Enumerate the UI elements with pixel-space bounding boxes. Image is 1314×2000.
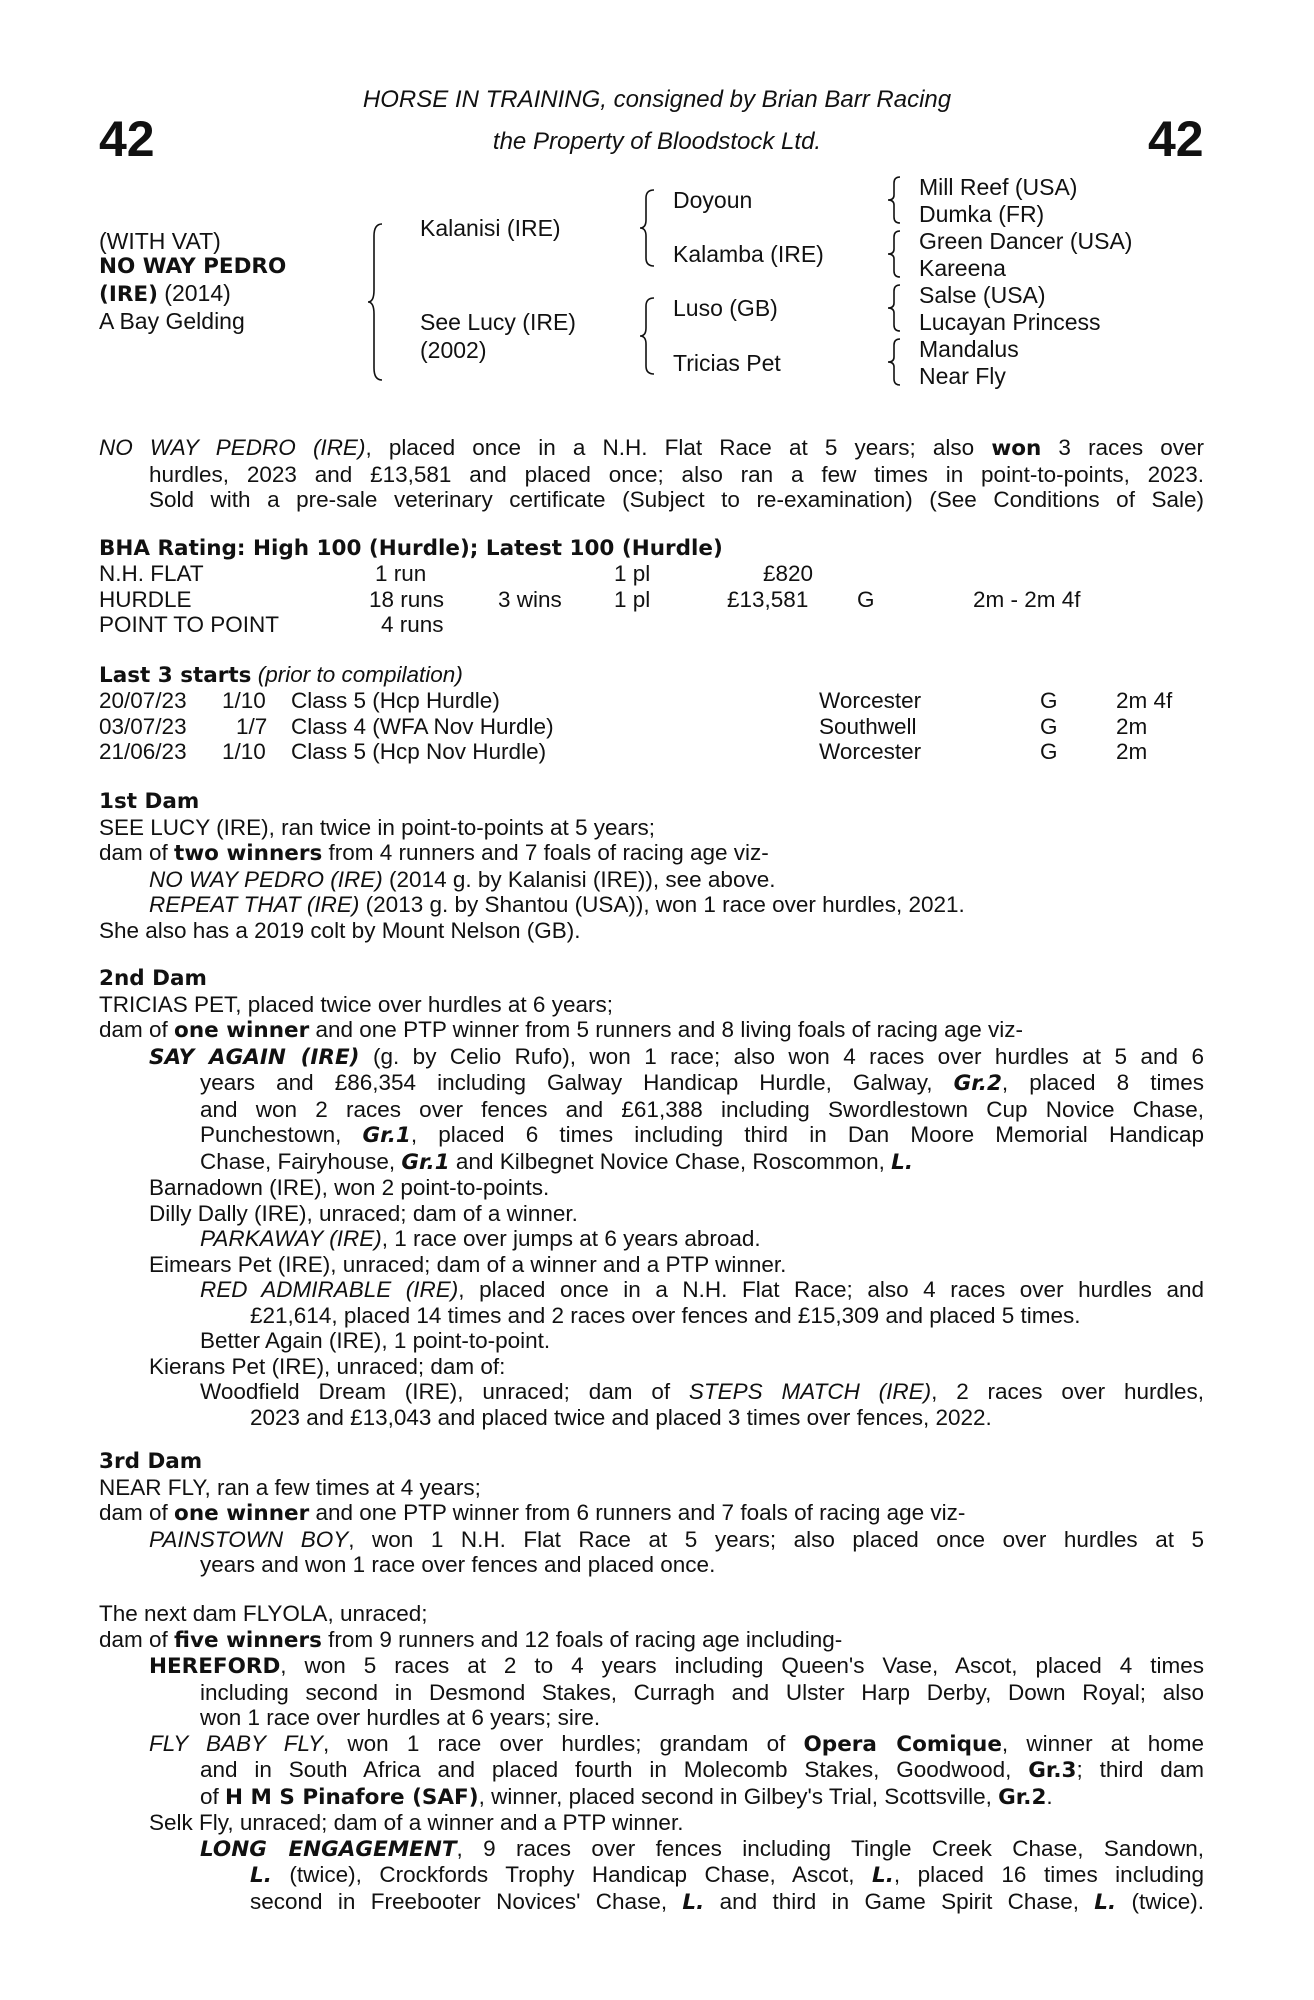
start-course: Worcester (819, 739, 922, 764)
hereford-line: won 1 race over hurdles at 6 years; sire. (200, 1705, 601, 1730)
start-position: 1/10 (222, 739, 266, 764)
second-dam-grandprogeny (99, 1226, 1204, 1252)
text: dam of (99, 1626, 175, 1652)
text: Woodfield Dream (IRE), unraced; dam of (200, 1379, 689, 1404)
first-dam-line: SEE LUCY (IRE), ran twice in point-to-points at 5 years; (99, 814, 656, 840)
listed: L. (682, 1889, 705, 1915)
say-again-line (99, 1122, 1204, 1149)
text: , won 1 N.H. Flat Race at 5 years; also placed once over hurdles at 5 (348, 1526, 1204, 1552)
rating-row (0, 612, 1314, 638)
pedigree-ss: Doyoun (673, 187, 753, 213)
rating-type: POINT TO POINT (99, 612, 280, 637)
second-dam-grandprogeny: Better Again (IRE), 1 point-to-point. (200, 1328, 551, 1353)
last3-row (0, 688, 1314, 714)
last3-row (0, 714, 1314, 740)
pedigree-sd: Kalamba (IRE) (673, 241, 824, 267)
pedigree-sss: Mill Reef (USA) (919, 174, 1078, 200)
progeny-name: LONG ENGAGEMENT (200, 1836, 457, 1862)
summary-line-1 (99, 435, 1204, 462)
start-distance: 2m (1116, 713, 1148, 739)
winners-count: two winners (174, 841, 323, 866)
horse-summary (99, 435, 1204, 513)
rating-placed: 1 pl (614, 561, 651, 586)
text: and Kilbegnet Novice Chase, Roscommon, (449, 1148, 892, 1174)
long-engagement-line (99, 1889, 1204, 1916)
last3-row (0, 739, 1314, 765)
pedigree-brace-sd (888, 229, 904, 279)
hereford-line (99, 1653, 1204, 1680)
progeny-name: H M S Pinafore (SAF) (225, 1784, 479, 1810)
text: Chase, Fairyhouse, (200, 1148, 402, 1174)
last3-heading: Last 3 starts (99, 663, 252, 688)
hereford-line: including second in Desmond Stakes, Curragh and Ulster Harp Derby, Down Royal; also (200, 1679, 1204, 1705)
second-dam-line (99, 1017, 1204, 1044)
pedigree-brace-main (368, 222, 388, 382)
long-engagement-line (99, 1836, 1204, 1863)
text: (g. by Celio Rufo), won 1 race; also won 4 races over hurdles at 5 and 6 (359, 1043, 1204, 1069)
second-dam-section (99, 966, 1204, 1430)
rating-prize: £820 (763, 561, 814, 586)
text: of (200, 1783, 226, 1809)
second-dam-grandprogeny: £21,614, placed 14 times and 2 races over fences and £15,309 and placed 5 times. (250, 1302, 1081, 1328)
text: , placed 8 times (1001, 1070, 1204, 1095)
second-dam-line: TRICIAS PET, placed twice over hurdles at 6 years; (99, 991, 613, 1017)
next-dam-line: The next dam FLYOLA, unraced; (99, 1601, 428, 1626)
text: , 9 races over fences including Tingle Creek Chase, Sandown, (456, 1835, 1204, 1861)
text: , 1 race over jumps at 6 years abroad. (381, 1226, 761, 1251)
horse-foaled: (2014) (157, 280, 231, 306)
text: (twice), Crockfords Trophy Handicap Chase, Ascot, (271, 1862, 873, 1887)
start-date: 21/06/23 (99, 739, 187, 764)
rating-distance: 2m - 2m 4f (973, 586, 1081, 612)
rating-prize: £13,581 (727, 586, 809, 612)
summary-horse-name: NO WAY PEDRO (IRE) (99, 435, 366, 460)
second-dam-progeny: Barnadown (IRE), won 2 point-to-points. (149, 1175, 550, 1200)
progeny-name: HEREFORD (149, 1654, 281, 1679)
rating-wins: 3 wins (498, 586, 562, 612)
horse-identity (99, 228, 286, 334)
next-dam-section (99, 1601, 1204, 1915)
say-again-line (99, 1044, 1204, 1071)
rating-going: G (857, 586, 875, 612)
horse-origin (99, 280, 286, 308)
text: , won 1 race over hurdles; grandam of (322, 1730, 804, 1756)
text: dam of (99, 1017, 175, 1042)
winners-count: one winner (174, 1501, 310, 1526)
summary-line-2: hurdles, 2023 and £13,581 and placed once; also ran a few times in point-to-points, 2023. (149, 461, 1204, 487)
grade: Gr.3 (1028, 1758, 1077, 1783)
rating-type: HURDLE (99, 586, 192, 612)
last3-title (99, 662, 463, 688)
second-dam-grandprogeny (99, 1379, 1204, 1405)
start-position: 1/7 (236, 713, 268, 739)
pedigree-dam: See Lucy (IRE) (420, 309, 576, 335)
text: (2013 g. by Shantou (USA)), won 1 race over hurdles, 2021. (359, 892, 965, 917)
progeny-name: STEPS MATCH (IRE) (688, 1379, 932, 1404)
lot-number-right: 42 (1148, 111, 1204, 167)
text: (2014 g. by Kalanisi (IRE)), see above. (382, 866, 776, 892)
start-distance: 2m 4f (1116, 688, 1173, 713)
start-race: Class 4 (WFA Nov Hurdle) (291, 713, 554, 739)
vat-label: (WITH VAT) (99, 228, 221, 254)
summary-text: 3 races over (1041, 435, 1204, 460)
horse-description: A Bay Gelding (99, 308, 245, 334)
text: , 2 races over hurdles, (931, 1379, 1205, 1404)
start-date: 20/07/23 (99, 688, 187, 713)
text: (twice). (1116, 1888, 1205, 1914)
grade: Gr.2 (953, 1071, 1002, 1096)
say-again-line (99, 1070, 1204, 1097)
first-dam-progeny (99, 867, 1204, 893)
first-dam-section (99, 789, 1204, 943)
progeny-name: PARKAWAY (IRE) (200, 1226, 382, 1251)
grade: Gr.1 (362, 1123, 411, 1148)
text: dam of (99, 1500, 175, 1525)
consignor-line: HORSE IN TRAINING, consigned by Brian Barr Racing (362, 86, 952, 113)
pedigree-sdd: Kareena (919, 255, 1006, 281)
start-race: Class 5 (Hcp Nov Hurdle) (291, 739, 547, 764)
pedigree-brace-dam (640, 296, 660, 376)
third-dam-section (99, 1449, 1204, 1578)
summary-won: won (991, 436, 1042, 461)
last3-subtitle: (prior to compilation) (251, 662, 463, 687)
second-dam-grandprogeny (99, 1277, 1204, 1303)
third-dam-progeny (99, 1527, 1204, 1553)
rating-row (0, 587, 1314, 613)
start-course: Southwell (819, 713, 917, 739)
pedigree-brace-dd (888, 337, 904, 387)
rating-placed: 1 pl (614, 586, 651, 612)
start-distance: 2m (1116, 739, 1148, 764)
text: ; third dam (1076, 1757, 1204, 1782)
listed: L. (872, 1863, 894, 1888)
pedigree-dd: Tricias Pet (673, 350, 781, 376)
last3-table (0, 688, 1314, 768)
selk-fly-line: Selk Fly, unraced; dam of a winner and a PTP winner. (149, 1810, 684, 1835)
say-again-line: and won 2 races over fences and £61,388 including Swordlestown Cup Novice Chase, (200, 1096, 1204, 1122)
bha-rating-title: BHA Rating: High 100 (Hurdle); Latest 100 (Hurdle) (99, 536, 723, 561)
first-dam-heading: 1st Dam (99, 789, 200, 814)
pedigree-ssd: Dumka (FR) (919, 201, 1045, 227)
text: and one PTP winner from 5 runners and 8 living foals of racing age viz- (309, 1017, 1023, 1042)
second-dam-grandprogeny: 2023 and £13,043 and placed twice and placed 3 times over fences, 2022. (250, 1404, 992, 1430)
start-going: G (1040, 739, 1058, 764)
second-dam-progeny: Kierans Pet (IRE), unraced; dam of: (149, 1353, 506, 1379)
start-date: 03/07/23 (99, 713, 187, 739)
third-dam-line: NEAR FLY, ran a few times at 4 years; (99, 1474, 481, 1500)
start-position: 1/10 (222, 688, 266, 713)
rating-type: N.H. FLAT (99, 561, 204, 586)
pedigree-sire: Kalanisi (IRE) (420, 215, 561, 241)
start-going: G (1040, 688, 1058, 713)
first-dam-line: She also has a 2019 colt by Mount Nelson (GB). (99, 917, 581, 943)
pedigree-dss: Salse (USA) (919, 282, 1046, 308)
second-dam-heading: 2nd Dam (99, 966, 207, 991)
property-line: the Property of Bloodstock Ltd. (492, 128, 822, 155)
text: , placed 16 times including (893, 1862, 1205, 1887)
say-again-name: SAY AGAIN (IRE) (149, 1044, 360, 1070)
text: , placed once in a N.H. Flat Race; also 4 races over hurdles and (458, 1277, 1204, 1302)
listed: L. (891, 1149, 914, 1175)
text: , winner at home (1001, 1730, 1204, 1756)
lot-number-left: 42 (99, 111, 155, 167)
text: , winner, placed second in Gilbey's Trial, Scottsville, (478, 1783, 999, 1809)
text: dam of (99, 840, 175, 865)
text: second in Freebooter Novices' Chase, (250, 1888, 683, 1914)
pedigree-brace-sire (640, 188, 660, 268)
rating-runs: 18 runs (369, 586, 445, 612)
listed: L. (1094, 1889, 1117, 1915)
fly-baby-fly-line (99, 1784, 1204, 1811)
fly-baby-fly-line (99, 1757, 1204, 1784)
third-dam-progeny: years and won 1 race over fences and placed once. (200, 1552, 716, 1577)
third-dam-heading: 3rd Dam (99, 1449, 203, 1474)
progeny-name: PAINSTOWN BOY (149, 1526, 349, 1552)
summary-line-3: Sold with a pre-sale veterinary certificate (Subject to re-examination) (See Conditions of Sale) (149, 487, 1204, 512)
text: from 4 runners and 7 foals of racing age viz- (322, 840, 769, 865)
progeny-name: Opera Comique (803, 1731, 1002, 1757)
say-again-line (99, 1149, 1204, 1176)
progeny-name: FLY BABY FLY (149, 1730, 323, 1756)
listed: L. (250, 1863, 272, 1888)
pedigree-dam-year: (2002) (420, 337, 487, 363)
progeny-name: REPEAT THAT (IRE) (149, 892, 360, 917)
summary-text: , placed once in a N.H. Flat Race at 5 years; also (365, 435, 992, 460)
pedigree-dds: Mandalus (919, 336, 1019, 362)
first-dam-line (99, 840, 1204, 867)
rating-runs: 4 runs (381, 612, 444, 637)
start-course: Worcester (819, 688, 922, 713)
pedigree-brace-ds (888, 283, 904, 333)
rating-row (0, 561, 1314, 587)
fly-baby-fly-line (99, 1731, 1204, 1758)
pedigree-ddd: Near Fly (919, 363, 1006, 389)
grade: Gr.1 (401, 1149, 450, 1175)
text: and third in Game Spirit Chase, (704, 1888, 1095, 1914)
text: years and £86,354 including Galway Handicap Hurdle, Galway, (200, 1070, 954, 1095)
next-dam-line (99, 1627, 1204, 1654)
first-dam-progeny (99, 892, 1204, 918)
rating-table (0, 561, 1314, 641)
progeny-name: RED ADMIRABLE (IRE) (200, 1277, 459, 1302)
pedigree-brace-ss (888, 175, 904, 225)
second-dam-progeny: Dilly Dally (IRE), unraced; dam of a winner. (149, 1200, 578, 1226)
text: . (1046, 1783, 1053, 1809)
text: , won 5 races at 2 to 4 years including Queen's Vase, Ascot, placed 4 times (280, 1653, 1204, 1678)
third-dam-line (99, 1500, 1204, 1527)
grade: Gr.2 (998, 1784, 1047, 1810)
text: and one PTP winner from 6 runners and 7 foals of racing age viz- (309, 1500, 966, 1525)
start-going: G (1040, 713, 1058, 739)
pedigree-ds: Luso (GB) (673, 295, 778, 321)
winners-count: one winner (174, 1018, 310, 1043)
rating-runs: 1 run (375, 561, 427, 586)
long-engagement-line (99, 1862, 1204, 1889)
text: and in South Africa and placed fourth in Molecomb Stakes, Goodwood, (200, 1757, 1029, 1782)
pedigree-sds: Green Dancer (USA) (919, 228, 1133, 254)
second-dam-progeny: Eimears Pet (IRE), unraced; dam of a winner and a PTP winner. (149, 1251, 787, 1277)
text: Punchestown, (200, 1122, 363, 1147)
text: , placed 6 times including third in Dan Moore Memorial Handicap (410, 1122, 1205, 1147)
winners-count: five winners (174, 1627, 322, 1653)
horse-name: NO WAY PEDRO (99, 254, 287, 279)
pedigree-dsd: Lucayan Princess (919, 309, 1101, 335)
progeny-name: NO WAY PEDRO (IRE) (149, 866, 383, 892)
text: from 9 runners and 12 foals of racing age including- (321, 1626, 843, 1652)
start-race: Class 5 (Hcp Hurdle) (291, 688, 500, 713)
horse-origin-country: (IRE) (99, 282, 158, 307)
